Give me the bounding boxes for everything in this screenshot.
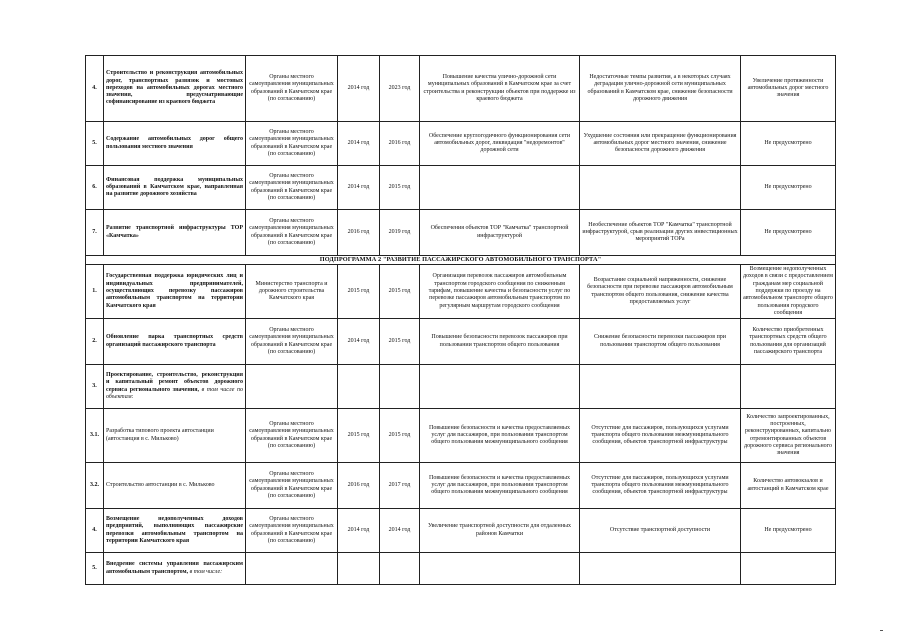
end-year (380, 365, 420, 409)
end-year: 2017 год (380, 463, 420, 509)
start-year: 2014 год (338, 166, 380, 210)
table-row (86, 409, 836, 463)
row-number: 4. (86, 509, 104, 553)
end-year: 2015 год (380, 409, 420, 463)
end-year: 2019 год (380, 210, 420, 256)
measure-name: Содержание автомобильных дорог общего пользования местного значения (104, 122, 246, 166)
expected-result: Обеспечения объектов ТОР "Камчатка" транспортной инфраструктурой (420, 210, 580, 256)
start-year: 2015 год (338, 409, 380, 463)
non-implementation-consequence: Необеспечение объектов ТОР "Камчатка" транспортной инфраструктурой, срыв реализации других инвестиционных мероприятий ТОРа (580, 210, 741, 256)
executor: Органы местного самоуправления муниципальных образований в Камчатском крае (по согласованию) (246, 166, 338, 210)
indicator: Не предусмотрено (741, 122, 836, 166)
row-number: 5. (86, 122, 104, 166)
measure-name (104, 365, 246, 409)
row-number: 2. (86, 319, 104, 365)
start-year: 2014 год (338, 509, 380, 553)
measure-name: Строительство и реконструкция автомобильных дорог, транспортных развязок и мостовых переходов на автомобильных дорогах местного значения, предусматривающие софинансирование из краевого бюджета (104, 56, 246, 122)
expected-result: Организация перевозок пассажиров автомобильным транспортом городского сообщения по сниженным тарифам, повышение качества и безопасности услуг по перевозке пассажиров автомобильным транспортом по регулярным маршрутам городского сообщения (420, 265, 580, 319)
measure-name: Развитие транспортной инфраструктуры ТОР «Камчатка» (104, 210, 246, 256)
expected-result: Обеспечение круглогодичного функционирования сети автомобильных дорог, ликвидация "недоремонтов" дорожной сети (420, 122, 580, 166)
indicator: Увеличение протяженности автомобильных дорог местного значения (741, 56, 836, 122)
document-page (85, 55, 835, 585)
measure-name: Строительство автостанции в с. Мильково (104, 463, 246, 509)
start-year: 2014 год (338, 319, 380, 365)
start-year: 2016 год (338, 463, 380, 509)
executor (246, 365, 338, 409)
measure-name-text: Проектирование, строительство, реконструкция и капитальный ремонт объектов дорожного сервиса регионального значения, (106, 372, 243, 393)
executor: Органы местного самоуправления муниципальных образований в Камчатском крае (по согласованию) (246, 463, 338, 509)
end-year: 2015 год (380, 265, 420, 319)
table-row (86, 122, 836, 166)
end-year: 2015 год (380, 319, 420, 365)
measure-name: Государственная поддержка юридических лиц и индивидуальных предпринимателей, осуществляющих перевозку пассажиров автомобильным транспортом на территории Камчатского края (104, 265, 246, 319)
non-implementation-consequence (580, 553, 741, 585)
expected-result (420, 553, 580, 585)
executor: Министерство транспорта и дорожного строительства Камчатского края (246, 265, 338, 319)
executor: Органы местного самоуправления муниципальных образований в Камчатском крае (по согласованию) (246, 409, 338, 463)
start-year (338, 553, 380, 585)
indicator (741, 553, 836, 585)
start-year: 2016 год (338, 210, 380, 256)
row-number: 3.1. (86, 409, 104, 463)
indicator: Количество запроектированных, построенных, реконструированных, капитально отремонтированных объектов дорожного сервиса регионального значения (741, 409, 836, 463)
row-number: 4. (86, 56, 104, 122)
non-implementation-consequence: Ухудшение состояния или прекращение функционирования автомобильных дорог местного значения, снижение безопасности дорожного движения (580, 122, 741, 166)
non-implementation-consequence (580, 365, 741, 409)
page-mark (880, 630, 883, 631)
start-year: 2015 год (338, 265, 380, 319)
measure-name-note: в том числе: (189, 568, 223, 575)
end-year: 2023 год (380, 56, 420, 122)
measure-name-note: в том числе по объектам: (106, 386, 243, 400)
measure-name: Разработка типового проекта автостанции (автостанция в с. Мильково) (104, 409, 246, 463)
non-implementation-consequence: Недостаточные темпы развития, а в некоторых случаях деградация улично-дорожной сети муниципальных образований в Камчатском крае, снижение безопасности дорожного движения (580, 56, 741, 122)
non-implementation-consequence: Снижение безопасности перевозки пассажиров при пользовании транспортом общего пользования (580, 319, 741, 365)
executor: Органы местного самоуправления муниципальных образований в Камчатском крае (по согласованию) (246, 210, 338, 256)
program-table (85, 55, 836, 585)
start-year: 2014 год (338, 56, 380, 122)
end-year: 2014 год (380, 509, 420, 553)
table-row (86, 553, 836, 585)
expected-result: Увеличение транспортной доступности для отдаленных районов Камчатки (420, 509, 580, 553)
indicator: Не предусмотрено (741, 210, 836, 256)
row-number: 3. (86, 365, 104, 409)
executor: Органы местного самоуправления муниципальных образований в Камчатском крае (по согласованию) (246, 56, 338, 122)
table-row (86, 365, 836, 409)
indicator: Количество приобретенных транспортных средств общего пользования для организаций пассажирского транспорта (741, 319, 836, 365)
start-year (338, 365, 380, 409)
table-row (86, 265, 836, 319)
subprogram-title: ПОДПРОГРАММА 2 "РАЗВИТИЕ ПАССАЖИРСКОГО АВТОМОБИЛЬНОГО ТРАНСПОРТА" (86, 256, 836, 265)
expected-result (420, 166, 580, 210)
measure-name (104, 553, 246, 585)
non-implementation-consequence: Отсутствие для пассажиров, пользующихся услугами транспорта общего пользования межмуниципального сообщения, объектов транспортной инфраструктуры (580, 463, 741, 509)
row-number: 3.2. (86, 463, 104, 509)
expected-result: Повышение безопасности перевозок пассажиров при пользовании транспортом общего пользования (420, 319, 580, 365)
table-row (86, 319, 836, 365)
table-row (86, 56, 836, 122)
expected-result (420, 365, 580, 409)
row-number: 7. (86, 210, 104, 256)
end-year: 2015 год (380, 166, 420, 210)
expected-result: Повышение безопасности и качества предоставляемых услуг для пассажиров, при пользовании транспортом общего пользования межмуниципального сообщения (420, 463, 580, 509)
executor: Органы местного самоуправления муниципальных образований в Камчатском крае (по согласованию) (246, 122, 338, 166)
table-row (86, 166, 836, 210)
indicator: Не предусмотрено (741, 166, 836, 210)
table-row (86, 463, 836, 509)
start-year: 2014 год (338, 122, 380, 166)
end-year: 2016 год (380, 122, 420, 166)
non-implementation-consequence: Возрастание социальной напряженности, снижение безопасности при перевозке пассажиров автомобильным транспортом общего пользования, снижение качества предоставляемых услуг (580, 265, 741, 319)
indicator: Не предусмотрено (741, 509, 836, 553)
indicator: Возмещение недополученных доходов в связи с предоставлением гражданам мер социальной поддержки по проезду на автомобильном транспорте общего пользования городского сообщения (741, 265, 836, 319)
indicator (741, 365, 836, 409)
measure-name: Обновление парка транспортных средств организаций пассажирского транспорта (104, 319, 246, 365)
indicator: Количество автовокзалов и автостанций в Камчатском крае (741, 463, 836, 509)
end-year (380, 553, 420, 585)
subprogram-header-row (86, 256, 836, 265)
row-number: 5. (86, 553, 104, 585)
table-row (86, 509, 836, 553)
measure-name-text: Внедрение системы управления пассажирским автомобильным транспортом, (106, 561, 243, 575)
non-implementation-consequence: Отсутствие транспортной доступности (580, 509, 741, 553)
measure-name: Финансовая поддержка муниципальных образований в Камчатском крае, направленная на развитие дорожного хозяйства (104, 166, 246, 210)
expected-result: Повышение качества улично-дорожной сети муниципальных образований в Камчатском крае за счет строительства и реконструкции объектов при поддержке из краевого бюджета (420, 56, 580, 122)
executor (246, 553, 338, 585)
expected-result: Повышение безопасности и качества предоставляемых услуг для пассажиров, при пользовании транспортом общего пользования межмуниципального сообщения (420, 409, 580, 463)
row-number: 1. (86, 265, 104, 319)
non-implementation-consequence: Отсутствие для пассажиров, пользующихся услугами транспорта общего пользования межмуниципального сообщения, объектов транспортной инфраструктуры (580, 409, 741, 463)
measure-name: Возмещение недополученных доходов предприятий, выполняющих пассажирские перевозки автомобильным транспортом на территории Камчатского края (104, 509, 246, 553)
non-implementation-consequence (580, 166, 741, 210)
executor: Органы местного самоуправления муниципальных образований в Камчатском крае (по согласованию) (246, 509, 338, 553)
executor: Органы местного самоуправления муниципальных образований в Камчатском крае (по согласованию) (246, 319, 338, 365)
row-number: 6. (86, 166, 104, 210)
table-row (86, 210, 836, 256)
